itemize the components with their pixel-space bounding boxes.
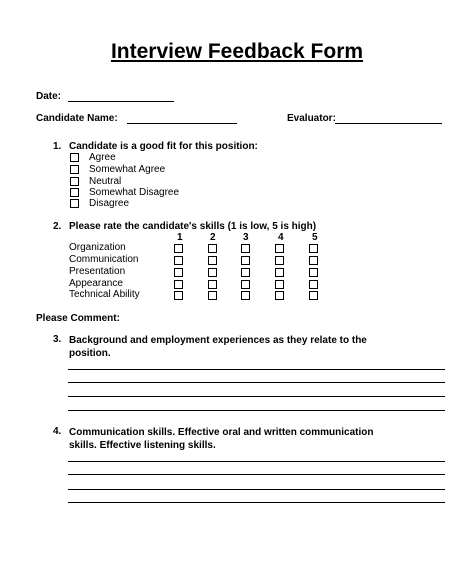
answer-line[interactable] xyxy=(68,410,445,411)
answer-line[interactable] xyxy=(68,396,445,397)
rating-checkbox[interactable] xyxy=(275,291,284,300)
q1-option-checkbox[interactable] xyxy=(70,199,79,208)
rating-checkbox[interactable] xyxy=(174,268,183,277)
q4-number: 4. xyxy=(53,426,62,437)
rating-checkbox[interactable] xyxy=(174,280,183,289)
rating-checkbox[interactable] xyxy=(208,280,217,289)
rating-checkbox[interactable] xyxy=(241,244,250,253)
comment-label: Please Comment: xyxy=(36,313,120,324)
q1-option-label: Disagree xyxy=(89,198,130,209)
rating-checkbox[interactable] xyxy=(275,244,284,253)
q2-text: Please rate the candidate's skills (1 is low, 5 is high) xyxy=(69,221,317,232)
q3-text-line2: position. xyxy=(69,348,111,359)
q1-option-checkbox[interactable] xyxy=(70,153,79,162)
rating-checkbox[interactable] xyxy=(241,291,250,300)
answer-line[interactable] xyxy=(68,382,445,383)
scale-label: 2 xyxy=(210,232,216,243)
rating-checkbox[interactable] xyxy=(275,256,284,265)
rating-checkbox[interactable] xyxy=(309,244,318,253)
skill-label: Appearance xyxy=(69,278,123,289)
q1-number: 1. xyxy=(53,141,62,152)
skill-label: Organization xyxy=(69,242,126,253)
candidate-name-field[interactable] xyxy=(127,123,237,124)
rating-checkbox[interactable] xyxy=(208,291,217,300)
answer-line[interactable] xyxy=(68,502,445,503)
answer-line[interactable] xyxy=(68,489,445,490)
skill-label: Technical Ability xyxy=(69,289,140,300)
rating-checkbox[interactable] xyxy=(208,268,217,277)
rating-checkbox[interactable] xyxy=(275,280,284,289)
rating-checkbox[interactable] xyxy=(309,256,318,265)
scale-label: 3 xyxy=(243,232,249,243)
scale-label: 1 xyxy=(177,232,183,243)
q1-option-label: Agree xyxy=(89,152,116,163)
q1-option-checkbox[interactable] xyxy=(70,177,79,186)
rating-checkbox[interactable] xyxy=(174,291,183,300)
rating-checkbox[interactable] xyxy=(208,244,217,253)
skill-label: Communication xyxy=(69,254,139,265)
q3-text-line1: Background and employment experiences as they relate to the xyxy=(69,335,367,346)
q1-option-checkbox[interactable] xyxy=(70,165,79,174)
answer-line[interactable] xyxy=(68,474,445,475)
q2-number: 2. xyxy=(53,221,62,232)
skill-label: Presentation xyxy=(69,266,126,277)
rating-checkbox[interactable] xyxy=(174,256,183,265)
rating-checkbox[interactable] xyxy=(241,256,250,265)
rating-checkbox[interactable] xyxy=(309,291,318,300)
rating-checkbox[interactable] xyxy=(309,268,318,277)
candidate-name-label: Candidate Name: xyxy=(36,113,118,124)
q1-option-label: Somewhat Disagree xyxy=(89,187,180,198)
form-title: Interview Feedback Form xyxy=(110,40,364,63)
q4-text-line1: Communication skills. Effective oral and written communication xyxy=(69,427,374,438)
rating-checkbox[interactable] xyxy=(208,256,217,265)
answer-line[interactable] xyxy=(68,369,445,370)
date-field[interactable] xyxy=(68,101,174,102)
q4-text-line2: skills. Effective listening skills. xyxy=(69,440,216,451)
q1-option-label: Somewhat Agree xyxy=(89,164,166,175)
answer-line[interactable] xyxy=(68,461,445,462)
rating-checkbox[interactable] xyxy=(241,268,250,277)
date-label: Date: xyxy=(36,91,62,102)
evaluator-field[interactable] xyxy=(335,123,442,124)
rating-checkbox[interactable] xyxy=(275,268,284,277)
rating-checkbox[interactable] xyxy=(241,280,250,289)
scale-label: 4 xyxy=(278,232,284,243)
q1-option-checkbox[interactable] xyxy=(70,188,79,197)
q1-option-label: Neutral xyxy=(89,176,122,187)
q1-text: Candidate is a good fit for this position: xyxy=(69,141,258,152)
evaluator-label: Evaluator: xyxy=(287,113,336,124)
scale-label: 5 xyxy=(312,232,318,243)
rating-checkbox[interactable] xyxy=(309,280,318,289)
q3-number: 3. xyxy=(53,334,62,345)
rating-checkbox[interactable] xyxy=(174,244,183,253)
